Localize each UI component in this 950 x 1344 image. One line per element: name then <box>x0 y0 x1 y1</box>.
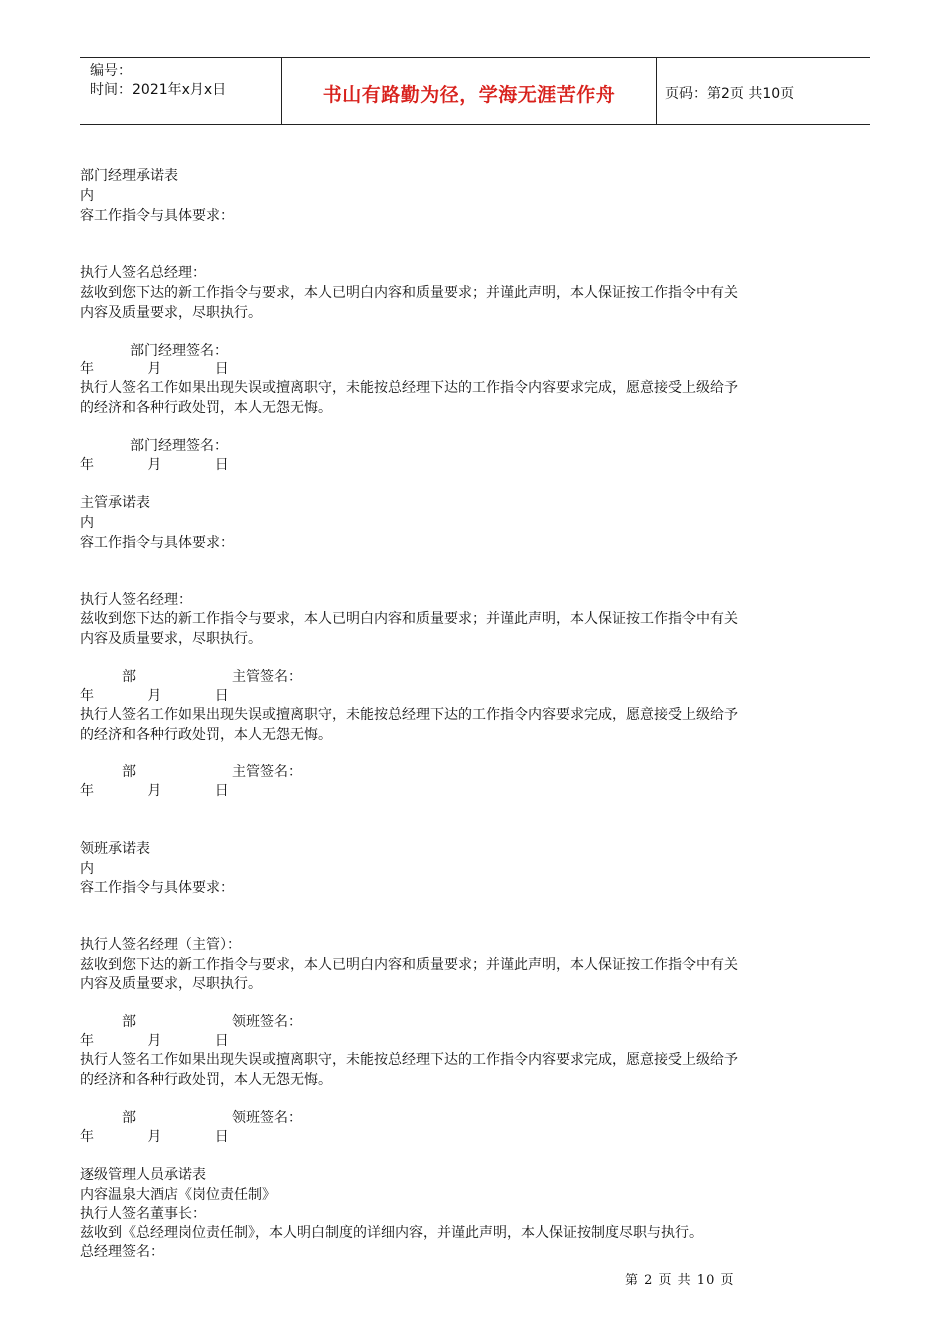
dept-exec-sign: 执行人签名总经理： <box>80 265 206 281</box>
dept-date-2: 年 月 日 <box>80 457 229 473</box>
supervisor-content-label: 容工作指令与具体要求： <box>80 535 234 551</box>
dept-exec-work-line1: 执行人签名工作如果出现失误或擅离职守，未能按总经理下达的工作指令内容要求完成，愿意接受上级给予 <box>80 380 738 396</box>
header-page-label: 页码：第2页 共10页 <box>665 86 795 102</box>
leader-sign-2: 领班签名： <box>232 1110 302 1126</box>
document-header <box>80 57 870 125</box>
leader-pledge-line1: 兹收到您下达的新工作指令与要求，本人已明白内容和质量要求；并谨此声明，本人保证按工作指令中有关 <box>80 957 738 973</box>
document-time-label: 时间：2021年x月x日 <box>90 82 227 98</box>
leader-bu: 部 <box>122 1014 136 1030</box>
document-number-label: 编号： <box>90 63 132 79</box>
dept-exec-work-line2: 的经济和各种行政处罚，本人无怨无悔。 <box>80 400 332 416</box>
mgmt-pledge: 兹收到《总经理岗位责任制》，本人明白制度的详细内容，并谨此声明，本人保证按制度尽职与执行。 <box>80 1225 703 1241</box>
leader-pledge-line2: 内容及质量要求，尽职执行。 <box>80 976 262 992</box>
supervisor-nei: 内 <box>80 515 94 531</box>
supervisor-exec-work-line2: 的经济和各种行政处罚，本人无怨无悔。 <box>80 727 332 743</box>
mgmt-gm-sign: 总经理签名： <box>80 1244 164 1260</box>
mgmt-title: 逐级管理人员承诺表 <box>80 1167 206 1183</box>
supervisor-date-2: 年 月 日 <box>80 783 229 799</box>
leader-sign: 领班签名： <box>232 1014 302 1030</box>
leader-nei: 内 <box>80 861 94 877</box>
leader-exec-work-line1: 执行人签名工作如果出现失误或擅离职守，未能按总经理下达的工作指令内容要求完成，愿意接受上级给予 <box>80 1052 738 1068</box>
mgmt-content: 内容温泉大酒店《岗位责任制》 <box>80 1187 276 1203</box>
leader-exec-sign: 执行人签名经理（主管）： <box>80 937 241 953</box>
dept-pledge-line1: 兹收到您下达的新工作指令与要求，本人已明白内容和质量要求；并谨此声明，本人保证按工作指令中有关 <box>80 285 738 301</box>
dept-content-label: 容工作指令与具体要求： <box>80 208 234 224</box>
mgmt-exec-sign: 执行人签名董事长： <box>80 1206 206 1222</box>
supervisor-exec-sign: 执行人签名经理： <box>80 592 192 608</box>
header-motto: 书山有路勤为径，学海无涯苦作舟 <box>322 84 616 106</box>
leader-title: 领班承诺表 <box>80 841 150 857</box>
supervisor-title: 主管承诺表 <box>80 495 150 511</box>
leader-date-2: 年 月 日 <box>80 1129 229 1145</box>
leader-date: 年 月 日 <box>80 1033 229 1049</box>
supervisor-bu-2: 部 <box>122 764 136 780</box>
supervisor-sign: 主管签名： <box>232 669 302 685</box>
header-left-cell <box>80 58 281 124</box>
dept-manager-sign: 部门经理签名： <box>130 343 228 359</box>
page-footer: 第 2 页 共 10 页 <box>625 1273 735 1288</box>
dept-title: 部门经理承诺表 <box>80 168 178 184</box>
supervisor-pledge-line2: 内容及质量要求，尽职执行。 <box>80 631 262 647</box>
supervisor-date: 年 月 日 <box>80 688 229 704</box>
dept-pledge-line2: 内容及质量要求，尽职执行。 <box>80 305 262 321</box>
leader-bu-2: 部 <box>122 1110 136 1126</box>
supervisor-pledge-line1: 兹收到您下达的新工作指令与要求，本人已明白内容和质量要求；并谨此声明，本人保证按工作指令中有关 <box>80 611 738 627</box>
leader-content-label: 容工作指令与具体要求： <box>80 880 234 896</box>
supervisor-bu: 部 <box>122 669 136 685</box>
dept-manager-sign-2: 部门经理签名： <box>130 438 228 454</box>
dept-nei: 内 <box>80 188 94 204</box>
leader-exec-work-line2: 的经济和各种行政处罚，本人无怨无悔。 <box>80 1072 332 1088</box>
supervisor-exec-work-line1: 执行人签名工作如果出现失误或擅离职守，未能按总经理下达的工作指令内容要求完成，愿意接受上级给予 <box>80 707 738 723</box>
supervisor-sign-2: 主管签名： <box>232 764 302 780</box>
header-middle-cell <box>281 58 657 124</box>
header-right-cell <box>655 58 870 124</box>
dept-date: 年 月 日 <box>80 361 229 377</box>
